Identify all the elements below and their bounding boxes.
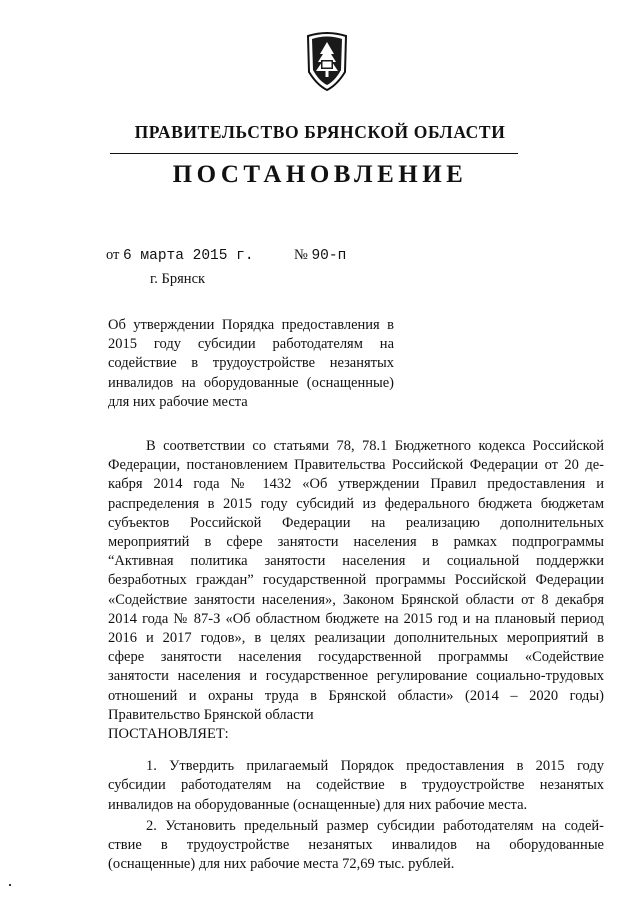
body-line: распределения в 2015 году субсидий из федерального бюджета бюджетам (108, 495, 604, 512)
subject-block (108, 316, 394, 412)
header-divider (110, 153, 518, 154)
body-line: 2016 и 2017 годов», в целях реализации дополнительных мероприятий в (108, 630, 604, 647)
item-2-line: 2. Установить предельный размер субсидии работодателям на содей- (146, 817, 604, 834)
subject-line: содействие в трудоустройстве незанятых (108, 355, 394, 372)
body-line: сфере занятости населения государственной программы «Содействие (108, 649, 604, 666)
item-2-line: (оснащенные) для них рабочие места 72,69 тыс. рублей. (108, 856, 455, 873)
item-2-line: ствие в трудоустройстве незанятых инвалидов на оборудованные (108, 837, 604, 854)
number-prefix: № (294, 247, 308, 263)
body-line: Правительство Брянской области (108, 706, 314, 723)
date-prefix: от (106, 247, 120, 263)
bryansk-coat-of-arms-icon (302, 30, 352, 92)
number-value: 90-п (311, 248, 347, 264)
subject-line: Об утверждении Порядка предоставления в (108, 317, 394, 333)
document-type-title: ПОСТАНОВЛЕНИЕ (172, 161, 468, 188)
body-line: субъектов Российской Федерации на реализацию дополнительных (108, 514, 604, 531)
body-line: занятости населения и государственное регулирование социально-трудовых (108, 668, 604, 685)
date-value: 6 марта 2015 г. (123, 248, 254, 264)
body-line: “Активная политика занятости населения и социальной поддержки (108, 553, 604, 570)
subject-line: 2015 году субсидии работодателям на (108, 336, 394, 353)
document-body (108, 437, 604, 874)
body-line: отношений и охраны труда в Брянской области» (2014 – 2020 годы) (108, 687, 604, 704)
resolves-heading: ПОСТАНОВЛЯЕТ: (108, 726, 229, 743)
body-line: 2014 года № 87-З «Об областном бюджете на 2015 год и на плановый период (108, 610, 604, 627)
body-line: В соответствии со статьями 78, 78.1 Бюджетного кодекса Российской (146, 438, 604, 454)
government-title: ПРАВИТЕЛЬСТВО БРЯНСКОЙ ОБЛАСТИ (134, 122, 506, 142)
scan-speck (9, 884, 11, 886)
subject-line: инвалидов на оборудованные (оснащенные) (108, 374, 394, 391)
item-1-line: 1. Утвердить прилагаемый Порядок предоставления в 2015 году (146, 758, 604, 775)
subject-line: для них рабочие места (108, 393, 248, 410)
body-line: мероприятий в сфере занятости населения в рамках подпрограммы (108, 534, 604, 551)
body-line: Федерации, постановлением Правительства Российской Федерации от 20 де- (108, 457, 604, 474)
body-line: кабря 2014 года № 1432 «Об утверждении Правил предоставления и (108, 476, 604, 493)
city-label: г. Брянск (150, 271, 206, 287)
body-line: безработных граждан” государственной программы Российской Федерации (108, 572, 604, 589)
date-number-line (106, 247, 347, 264)
item-1-line: субсидии работодателям на содействие в трудоустройстве незанятых (108, 777, 604, 794)
number-block (294, 247, 346, 264)
item-1-line: инвалидов на оборудованные (оснащенные) для них рабочие места. (108, 796, 528, 813)
body-line: «Содействие занятости населения», Законом Брянской области от 8 декабря (108, 591, 604, 608)
